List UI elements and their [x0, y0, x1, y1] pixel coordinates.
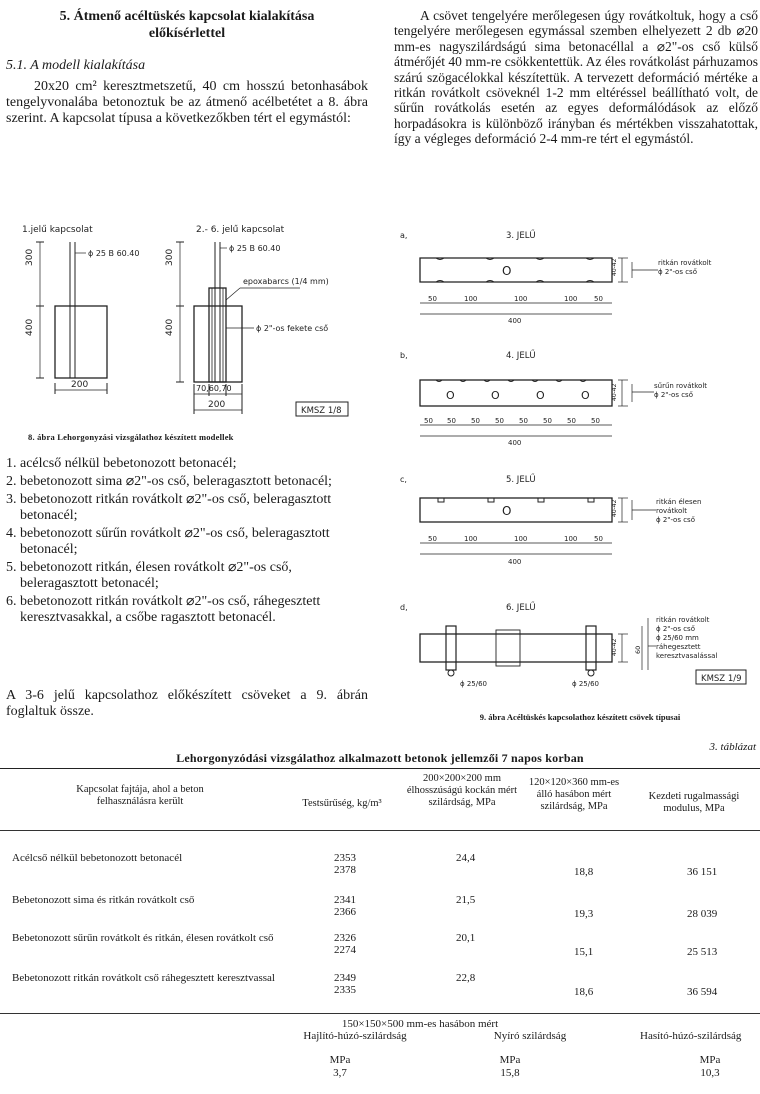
fig9-b-dim: 50 [543, 417, 552, 425]
cell-modulus: 36 151 [687, 866, 718, 878]
fig9-d-bar-right: ϕ 25/60 [572, 680, 600, 688]
bottom-unit-1: MPa [329, 1054, 351, 1066]
list-item: 5. bebetonozott ritkán, élesen rovátkolt ⌀2"-os cső, beleragasztott betonacél; [6, 560, 292, 591]
fig9-b-dim: 50 [447, 417, 456, 425]
bottom-value-bending: 3,7 [333, 1067, 347, 1079]
fig9-d-letter: d, [400, 603, 408, 612]
cell-density: 2349 [334, 972, 356, 984]
section-title: 5. Átmenő acéltüskés kapcsolat kialakítása előkísérlettel [59, 9, 315, 41]
th-modulus: Kezdeti rugalmassági modulus, MPa [648, 791, 740, 814]
fig9-c-mark: O [502, 504, 512, 518]
cell-modulus: 36 594 [687, 986, 718, 998]
fig9-c-dim: 100 [464, 535, 478, 543]
fig9-b-title: 4. JELŰ [506, 351, 536, 361]
fig9-c-dim: 100 [564, 535, 578, 543]
fig8-stamp: KMSZ 1/8 [301, 406, 342, 416]
fig9-a-mark: O [502, 264, 512, 278]
fig9-b-dim: 50 [567, 417, 576, 425]
subsection-title: 5.1. A modell kialakítása [6, 58, 146, 73]
figure-9-caption: 9. ábra Acéltüskés kapcsolathoz készített csövek típusai [479, 712, 681, 722]
bottom-value-splitting: 10,3 [700, 1067, 720, 1079]
fig9-a-title: 3. JELŰ [506, 231, 536, 241]
cell-density: 2326 [334, 932, 356, 944]
list-item: 3. bebetonozott ritkán rovátkolt ⌀2"-os cső, beleragasztott betonacél; [6, 492, 332, 523]
list-item: 4. bebetonozott sűrűn rovátkolt ⌀2"-os cső, beleragasztott betonacél; [6, 526, 330, 557]
th-type: Kapcsolat fajtája, ahol a beton felhasználásra került [76, 784, 204, 807]
fig9-a-dim: 100 [564, 295, 578, 303]
fig9-c-note2: rovátkolt [656, 507, 687, 515]
fig8-epoxy-label: epoxabarcs (1/4 mm) [243, 277, 329, 286]
list-item: 2. bebetonozott sima ⌀2"-os cső, beleragasztott betonacél; [6, 474, 332, 489]
table-bottom-rule [0, 1013, 760, 1014]
right-column [394, 8, 758, 147]
fig9-c-side: 40-42 [611, 499, 618, 517]
list-item: 6. bebetonozott ritkán rovátkolt ⌀2"-os cső, ráhegesztett keresztvasakkal, a csőbe ragasztott betonacél. [6, 594, 321, 625]
cell-prism: 19,3 [574, 908, 594, 920]
cell-cube: 22,8 [456, 972, 476, 984]
table-title: Lehorgonyzódási vizsgálathoz alkalmazott betonok jellemzői 7 napos korban [176, 751, 584, 765]
right-paragraph: A csövet tengelyére merőlegesen úgy rovátkoltuk, hogy a cső tengelyére merőlegesen egymással szemben elhelyezett 2 db ⌀20 mm-es nagyszilárdságú sima betonacéllal a ⌀2"-os cső külső átmérőjét 40 mm-re csökkentettük. Az éles rovátkolást párhuzamos szárú szögacélokkal készítettük. A tervezett deformáció mértéke a ritkán rovátkolt csöveknél 1-2 mm eltéréssel beállítható volt, de sűrűn rovátkolás esetén az egyes deformálódások az előző horpadásokra is különböző irányban és mértékben visszahatottak, így a végleges deformáció 2-4 mm-re tért el egymástól. [394, 8, 758, 147]
fig9-c-dim: 50 [594, 535, 603, 543]
connection-type-list [6, 456, 368, 628]
cell-cube: 24,4 [456, 852, 476, 864]
fig9-b-total: 400 [508, 439, 522, 447]
fig9-b-side: 40-42 [611, 383, 618, 401]
fig8-dims-split: 70,60,70 [196, 384, 232, 393]
left-column [6, 8, 368, 127]
fig9-b-dim: 50 [424, 417, 433, 425]
fig9-panel-b [400, 350, 707, 447]
cell-cube: 21,5 [456, 894, 476, 906]
cell-density: 2353 [334, 852, 356, 864]
fig9-d-note5: keresztvasalással [656, 652, 718, 660]
fig9-a-letter: a, [400, 231, 408, 240]
fig9-a-side: 40-42 [611, 258, 618, 276]
fig9-b-note1: sűrűn rovátkolt [654, 382, 708, 390]
bottom-unit-3: MPa [699, 1054, 721, 1066]
table-row: Bebetonozott sima és ritkán rovátkolt cső [12, 894, 195, 906]
fig9-panel-c [400, 474, 701, 566]
fig9-d-title: 6. JELŰ [506, 603, 536, 613]
cell-prism: 15,1 [574, 946, 594, 958]
fig8-pipe-label: ϕ 2"-os fekete cső [256, 324, 329, 333]
model-1-drawing [36, 242, 107, 394]
table-header-rule [0, 830, 760, 831]
figure-8-caption: 8. ábra Lehorgonyzási vizsgálathoz készített modellek [28, 432, 234, 442]
fig8-dim-200-right: 200 [208, 400, 226, 410]
fig9-d-bar-left: ϕ 25/60 [460, 680, 488, 688]
fig9-b-dim: 50 [519, 417, 528, 425]
fig9-a-dim: 50 [428, 295, 437, 303]
fig9-panel-a [400, 230, 712, 325]
bottom-unit-2: MPa [499, 1054, 521, 1066]
cell-cube: 20,1 [456, 932, 476, 944]
fig8-label-right: 2.- 6. jelű kapcsolat [196, 225, 285, 235]
fig9-c-letter: c, [400, 475, 407, 484]
fig9-b-mark: O [581, 389, 590, 402]
fig9-c-title: 5. JELŰ [506, 475, 536, 485]
cell-density: 2335 [334, 984, 356, 996]
intro-paragraph: 20x20 cm² keresztmetszetű, 40 cm hosszú betonhasábok tengelyvonalába betonoztuk be az átmenő acélbetétet a 8. ábra szerint. A kapcsolat típusa a következőkben tért el egymástól: [6, 79, 368, 126]
fig9-b-letter: b, [400, 351, 408, 360]
bottom-col-bending: Hajlító-húzó-szilárdság [303, 1030, 407, 1042]
fig9-a-dim: 100 [464, 295, 478, 303]
table-row: Acélcső nélkül bebetonozott betonacél [12, 852, 183, 864]
fig9-a-note2: ϕ 2"-os cső [658, 268, 697, 276]
fig9-d-side: 40-42 [611, 638, 618, 656]
fig9-panel-d [400, 602, 746, 688]
fig9-c-note3: ϕ 2"-os cső [656, 516, 695, 524]
bottom-col-shear: Nyíró szilárdság [493, 1030, 567, 1042]
bottom-table-title: 150×150×500 mm-es hasábon mért [341, 1018, 499, 1030]
table-row: Bebetonozott sűrűn rovátkolt és ritkán, élesen rovátkolt cső [12, 932, 274, 944]
list-note: A 3-6 jelű kapcsolathoz előkészített csöveket a 9. ábrán foglaltuk össze. [6, 688, 368, 719]
th-cube: 200×200×200 mm élhosszúságú kockán mért szilárdság, MPa [406, 773, 518, 808]
fig9-b-dim: 50 [495, 417, 504, 425]
fig9-c-dim: 100 [514, 535, 528, 543]
cell-prism: 18,8 [574, 866, 594, 878]
bottom-col-splitting: Hasító-húzó-szilárdság [640, 1030, 742, 1042]
figure-9 [396, 226, 760, 710]
fig9-b-dim: 50 [471, 417, 480, 425]
fig9-b-dim: 50 [591, 417, 600, 425]
table-top-rule [0, 768, 760, 769]
fig9-a-note1: ritkán rovátkolt [658, 259, 712, 267]
cell-modulus: 28 039 [687, 908, 718, 920]
fig8-dim-300-right: 300 [165, 248, 175, 266]
fig9-b-mark: O [536, 389, 545, 402]
fig8-rebar-left: ϕ 25 B 60.40 [88, 249, 140, 258]
fig9-b-note2: ϕ 2"-os cső [654, 391, 693, 399]
cell-density: 2378 [334, 864, 356, 876]
fig9-a-dim: 50 [594, 295, 603, 303]
fig9-b-mark: O [446, 389, 455, 402]
cell-density: 2341 [334, 894, 356, 906]
cell-density: 2274 [334, 944, 356, 956]
fig9-c-note1: ritkán élesen [656, 498, 702, 506]
cell-modulus: 25 513 [687, 946, 718, 958]
fig8-dim-400-right: 400 [165, 318, 175, 336]
th-density: Testsűrűség, kg/m³ [302, 798, 382, 809]
fig9-d-note2: ϕ 2"-os cső [656, 625, 695, 633]
fig9-stamp: KMSZ 1/9 [701, 674, 742, 684]
fig9-d-note4: ráhegesztett [656, 643, 701, 651]
fig8-dim-300-left: 300 [25, 248, 35, 266]
list-item: 1. acélcső nélkül bebetonozott betonacél; [6, 456, 237, 471]
fig9-a-total: 400 [508, 317, 522, 325]
fig9-c-dim: 50 [428, 535, 437, 543]
fig8-rebar-right: ϕ 25 B 60.40 [229, 244, 281, 253]
fig8-dim-400-left: 400 [25, 318, 35, 336]
fig9-b-mark: O [491, 389, 500, 402]
fig9-d-note1: ritkán rovátkolt [656, 616, 710, 624]
cell-density: 2366 [334, 906, 356, 918]
fig9-a-dim: 100 [514, 295, 528, 303]
fig9-d-side2: 60 [634, 645, 642, 654]
th-prism: 120×120×360 mm-es álló hasábon mért szilárdság, MPa [528, 777, 620, 812]
fig8-label-left: 1.jelű kapcsolat [22, 225, 93, 235]
cell-prism: 18,6 [574, 986, 594, 998]
fig9-c-total: 400 [508, 558, 522, 566]
table-row: Bebetonozott ritkán rovátkolt cső ráhegesztett keresztvassal [12, 972, 275, 984]
fig8-dim-200-left: 200 [71, 380, 89, 390]
bottom-value-shear: 15,8 [500, 1067, 520, 1079]
table-label: 3. táblázat [709, 741, 756, 753]
fig9-d-note3: ϕ 25/60 mm [656, 634, 699, 642]
figure-8 [0, 218, 380, 430]
